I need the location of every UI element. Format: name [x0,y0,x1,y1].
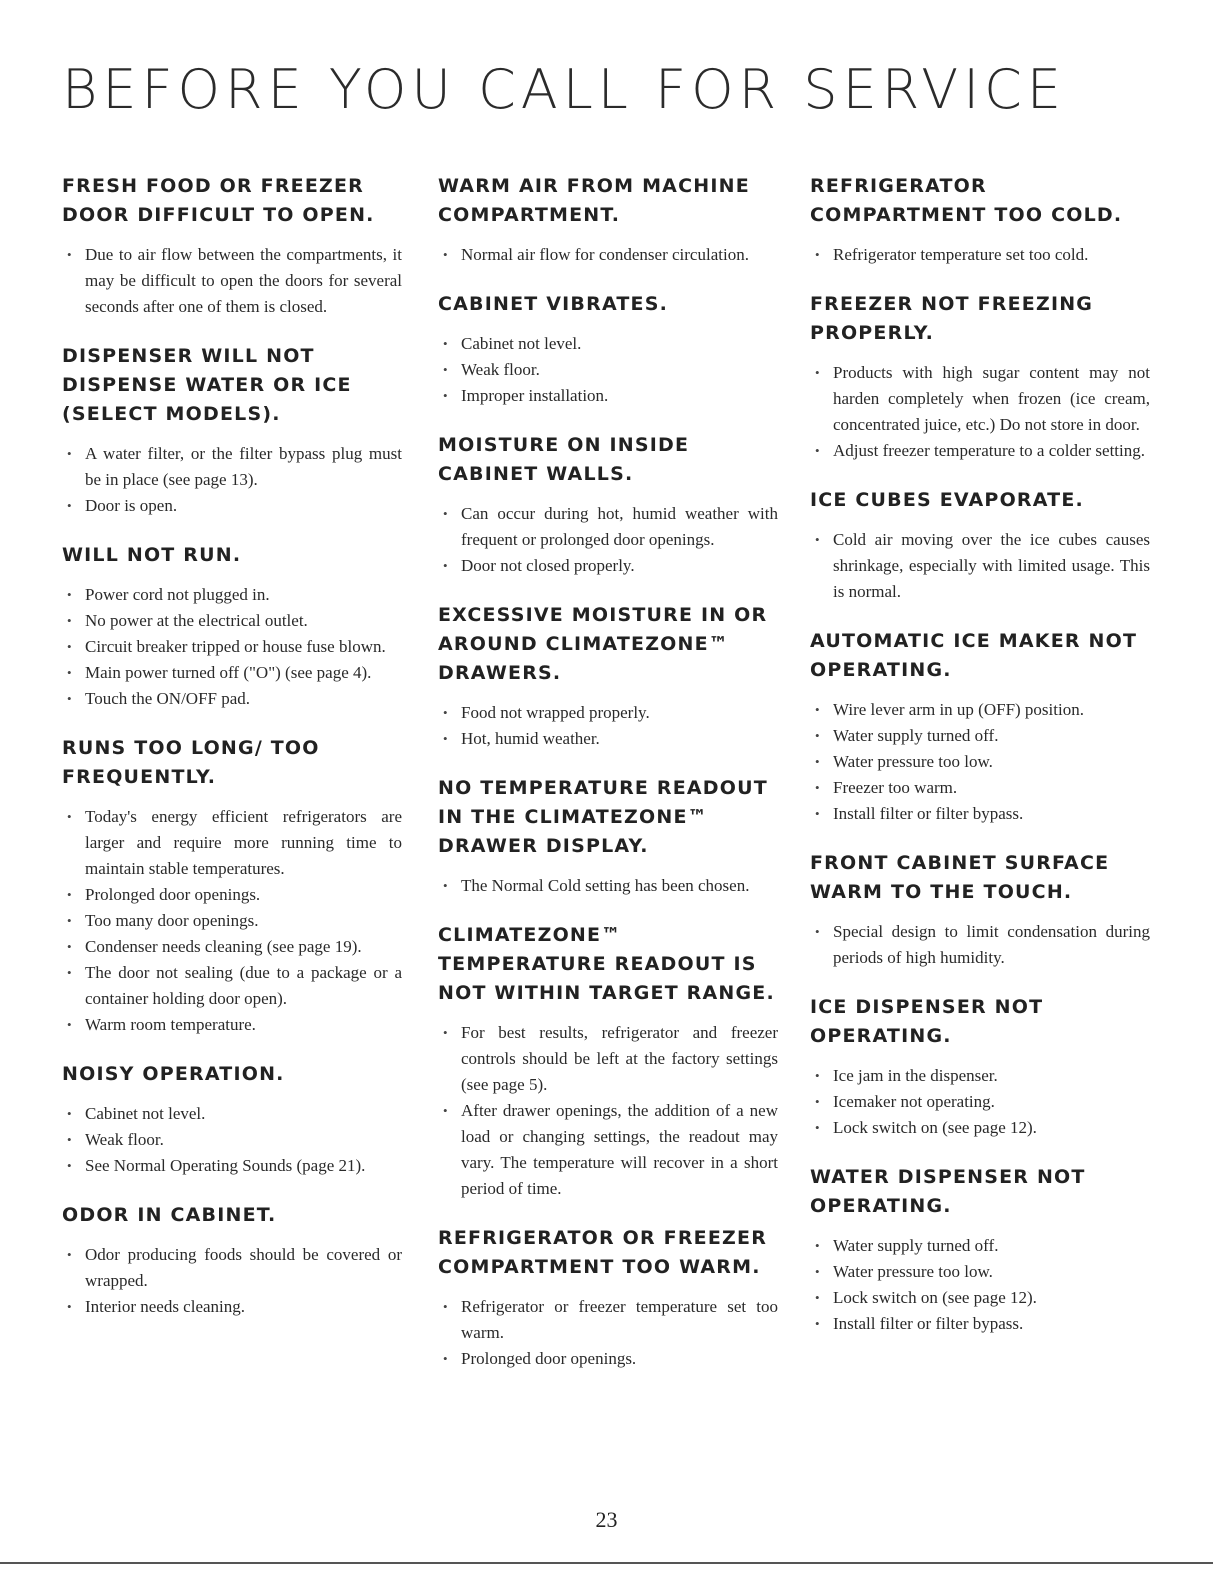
cause-item: • Weak floor. [438,357,778,383]
cause-item: • The Normal Cold setting has been chosen. [438,873,778,899]
cause-item: • Odor producing foods should be covered or wrapped. [62,1242,402,1294]
cause-item: • Prolonged door openings. [438,1346,778,1372]
cause-item: • Improper installation. [438,383,778,409]
cause-item: • Warm room temperature. [62,1012,402,1038]
cause-item: • Lock switch on (see page 12). [810,1285,1150,1311]
section-heading: EXCESSIVE MOISTURE IN OR AROUND CLIMATEZONE™ DRAWERS. [438,604,768,684]
cause-item: • Too many door openings. [62,908,402,934]
cause-item: • A water filter, or the filter bypass plug must be in place (see page 13). [62,441,402,493]
page-title: BEFORE YOU CALL FOR SERVICE [62,58,1066,121]
troubleshooting-section [438,1224,778,1372]
cause-list [438,700,778,752]
troubleshooting-section [438,774,778,899]
cause-item: • Water supply turned off. [810,723,1150,749]
section-heading: MOISTURE ON INSIDE CABINET WALLS. [438,434,690,485]
cause-item: • Water pressure too low. [810,1259,1150,1285]
cause-list [62,804,402,1038]
section-heading: AUTOMATIC ICE MAKER NOT OPERATING. [810,630,1138,681]
cause-item: • See Normal Operating Sounds (page 21). [62,1153,402,1179]
troubleshooting-section [62,342,402,519]
cause-list [810,360,1150,464]
troubleshooting-section [810,290,1150,464]
cause-item: • Circuit breaker tripped or house fuse blown. [62,634,402,660]
troubleshooting-section [810,172,1150,268]
cause-list [810,527,1150,605]
cause-item: • Lock switch on (see page 12). [810,1115,1150,1141]
cause-list [810,1063,1150,1141]
troubleshooting-section [810,993,1150,1141]
troubleshooting-section [62,734,402,1038]
cause-list [810,697,1150,827]
troubleshooting-section [810,1163,1150,1337]
cause-item: • Due to air flow between the compartments, it may be difficult to open the doors for several seconds after one of them is closed. [62,242,402,320]
cause-item: • Food not wrapped properly. [438,700,778,726]
cause-list [62,1101,402,1179]
bottom-rule [0,1562,1213,1564]
troubleshooting-section [810,627,1150,827]
troubleshooting-section [810,849,1150,971]
cause-item: • Weak floor. [62,1127,402,1153]
troubleshooting-section [62,541,402,712]
troubleshooting-section [62,172,402,320]
troubleshooting-section [438,431,778,579]
column-left [62,172,402,1342]
cause-list [810,919,1150,971]
section-heading: WATER DISPENSER NOT OPERATING. [810,1166,1086,1217]
section-heading: DISPENSER WILL NOT DISPENSE WATER OR ICE (SELECT MODELS). [62,345,352,425]
troubleshooting-section [438,172,778,268]
cause-item: • Refrigerator temperature set too cold. [810,242,1150,268]
cause-item: • For best results, refrigerator and freezer controls should be left at the factory settings (see page 5). [438,1020,778,1098]
cause-list [62,242,402,320]
troubleshooting-section [438,921,778,1202]
section-heading: RUNS TOO LONG/ TOO FREQUENTLY. [62,737,320,788]
cause-item: • Water supply turned off. [810,1233,1150,1259]
cause-item: • Prolonged door openings. [62,882,402,908]
cause-list [62,1242,402,1320]
cause-item: • Hot, humid weather. [438,726,778,752]
section-heading: CLIMATEZONE™ TEMPERATURE READOUT IS NOT WITHIN TARGET RANGE. [438,924,775,1004]
cause-item: • Refrigerator or freezer temperature set too warm. [438,1294,778,1346]
cause-item: • Door not closed properly. [438,553,778,579]
cause-item: • Products with high sugar content may not harden completely when frozen (ice cream, concentrated juice, etc.) Do not store in door. [810,360,1150,438]
cause-list [438,873,778,899]
cause-item: • Freezer too warm. [810,775,1150,801]
section-heading: CABINET VIBRATES. [438,293,669,315]
cause-item: • Install filter or filter bypass. [810,801,1150,827]
troubleshooting-section [438,601,778,752]
section-heading: ICE DISPENSER NOT OPERATING. [810,996,1044,1047]
cause-item: • Touch the ON/OFF pad. [62,686,402,712]
cause-item: • Special design to limit condensation during periods of high humidity. [810,919,1150,971]
cause-item: • Can occur during hot, humid weather with frequent or prolonged door openings. [438,501,778,553]
section-heading: FRESH FOOD OR FREEZER DOOR DIFFICULT TO OPEN. [62,175,375,226]
cause-item: • Cabinet not level. [62,1101,402,1127]
section-heading: ICE CUBES EVAPORATE. [810,489,1084,511]
cause-item: • The door not sealing (due to a package or a container holding door open). [62,960,402,1012]
cause-item: • Door is open. [62,493,402,519]
section-heading: NO TEMPERATURE READOUT IN THE CLIMATEZONE™ DRAWER DISPLAY. [438,777,768,857]
cause-item: • Normal air flow for condenser circulation. [438,242,778,268]
cause-item: • Install filter or filter bypass. [810,1311,1150,1337]
section-heading: REFRIGERATOR COMPARTMENT TOO COLD. [810,175,1123,226]
section-heading: ODOR IN CABINET. [62,1204,277,1226]
section-heading: WILL NOT RUN. [62,544,242,566]
column-middle [438,172,778,1394]
section-heading: FREEZER NOT FREEZING PROPERLY. [810,293,1094,344]
troubleshooting-section [438,290,778,409]
cause-item: • Cold air moving over the ice cubes causes shrinkage, especially with limited usage. This is normal. [810,527,1150,605]
page-number: 23 [595,1507,618,1532]
cause-item: • No power at the electrical outlet. [62,608,402,634]
section-heading: NOISY OPERATION. [62,1063,285,1085]
cause-list [438,1020,778,1202]
cause-item: • After drawer openings, the addition of a new load or changing settings, the readout may vary. The temperature will recover in a short period of time. [438,1098,778,1202]
cause-list [438,501,778,579]
section-heading: REFRIGERATOR OR FREEZER COMPARTMENT TOO WARM. [438,1227,768,1278]
cause-list [810,242,1150,268]
cause-item: • Today's energy efficient refrigerators are larger and require more running time to maintain stable temperatures. [62,804,402,882]
cause-item: • Interior needs cleaning. [62,1294,402,1320]
section-heading: WARM AIR FROM MACHINE COMPARTMENT. [438,175,750,226]
cause-item: • Condenser needs cleaning (see page 19). [62,934,402,960]
cause-list [438,331,778,409]
cause-list [438,242,778,268]
troubleshooting-section [62,1201,402,1320]
troubleshooting-section [62,1060,402,1179]
cause-item: • Cabinet not level. [438,331,778,357]
cause-list [62,582,402,712]
cause-item: • Water pressure too low. [810,749,1150,775]
section-heading: FRONT CABINET SURFACE WARM TO THE TOUCH. [810,852,1110,903]
cause-item: • Wire lever arm in up (OFF) position. [810,697,1150,723]
cause-item: • Main power turned off ("O") (see page 4). [62,660,402,686]
cause-list [810,1233,1150,1337]
cause-item: • Icemaker not operating. [810,1089,1150,1115]
cause-item: • Power cord not plugged in. [62,582,402,608]
troubleshooting-section [810,486,1150,605]
cause-list [62,441,402,519]
cause-item: • Adjust freezer temperature to a colder setting. [810,438,1150,464]
column-right [810,172,1150,1359]
cause-list [438,1294,778,1372]
cause-item: • Ice jam in the dispenser. [810,1063,1150,1089]
